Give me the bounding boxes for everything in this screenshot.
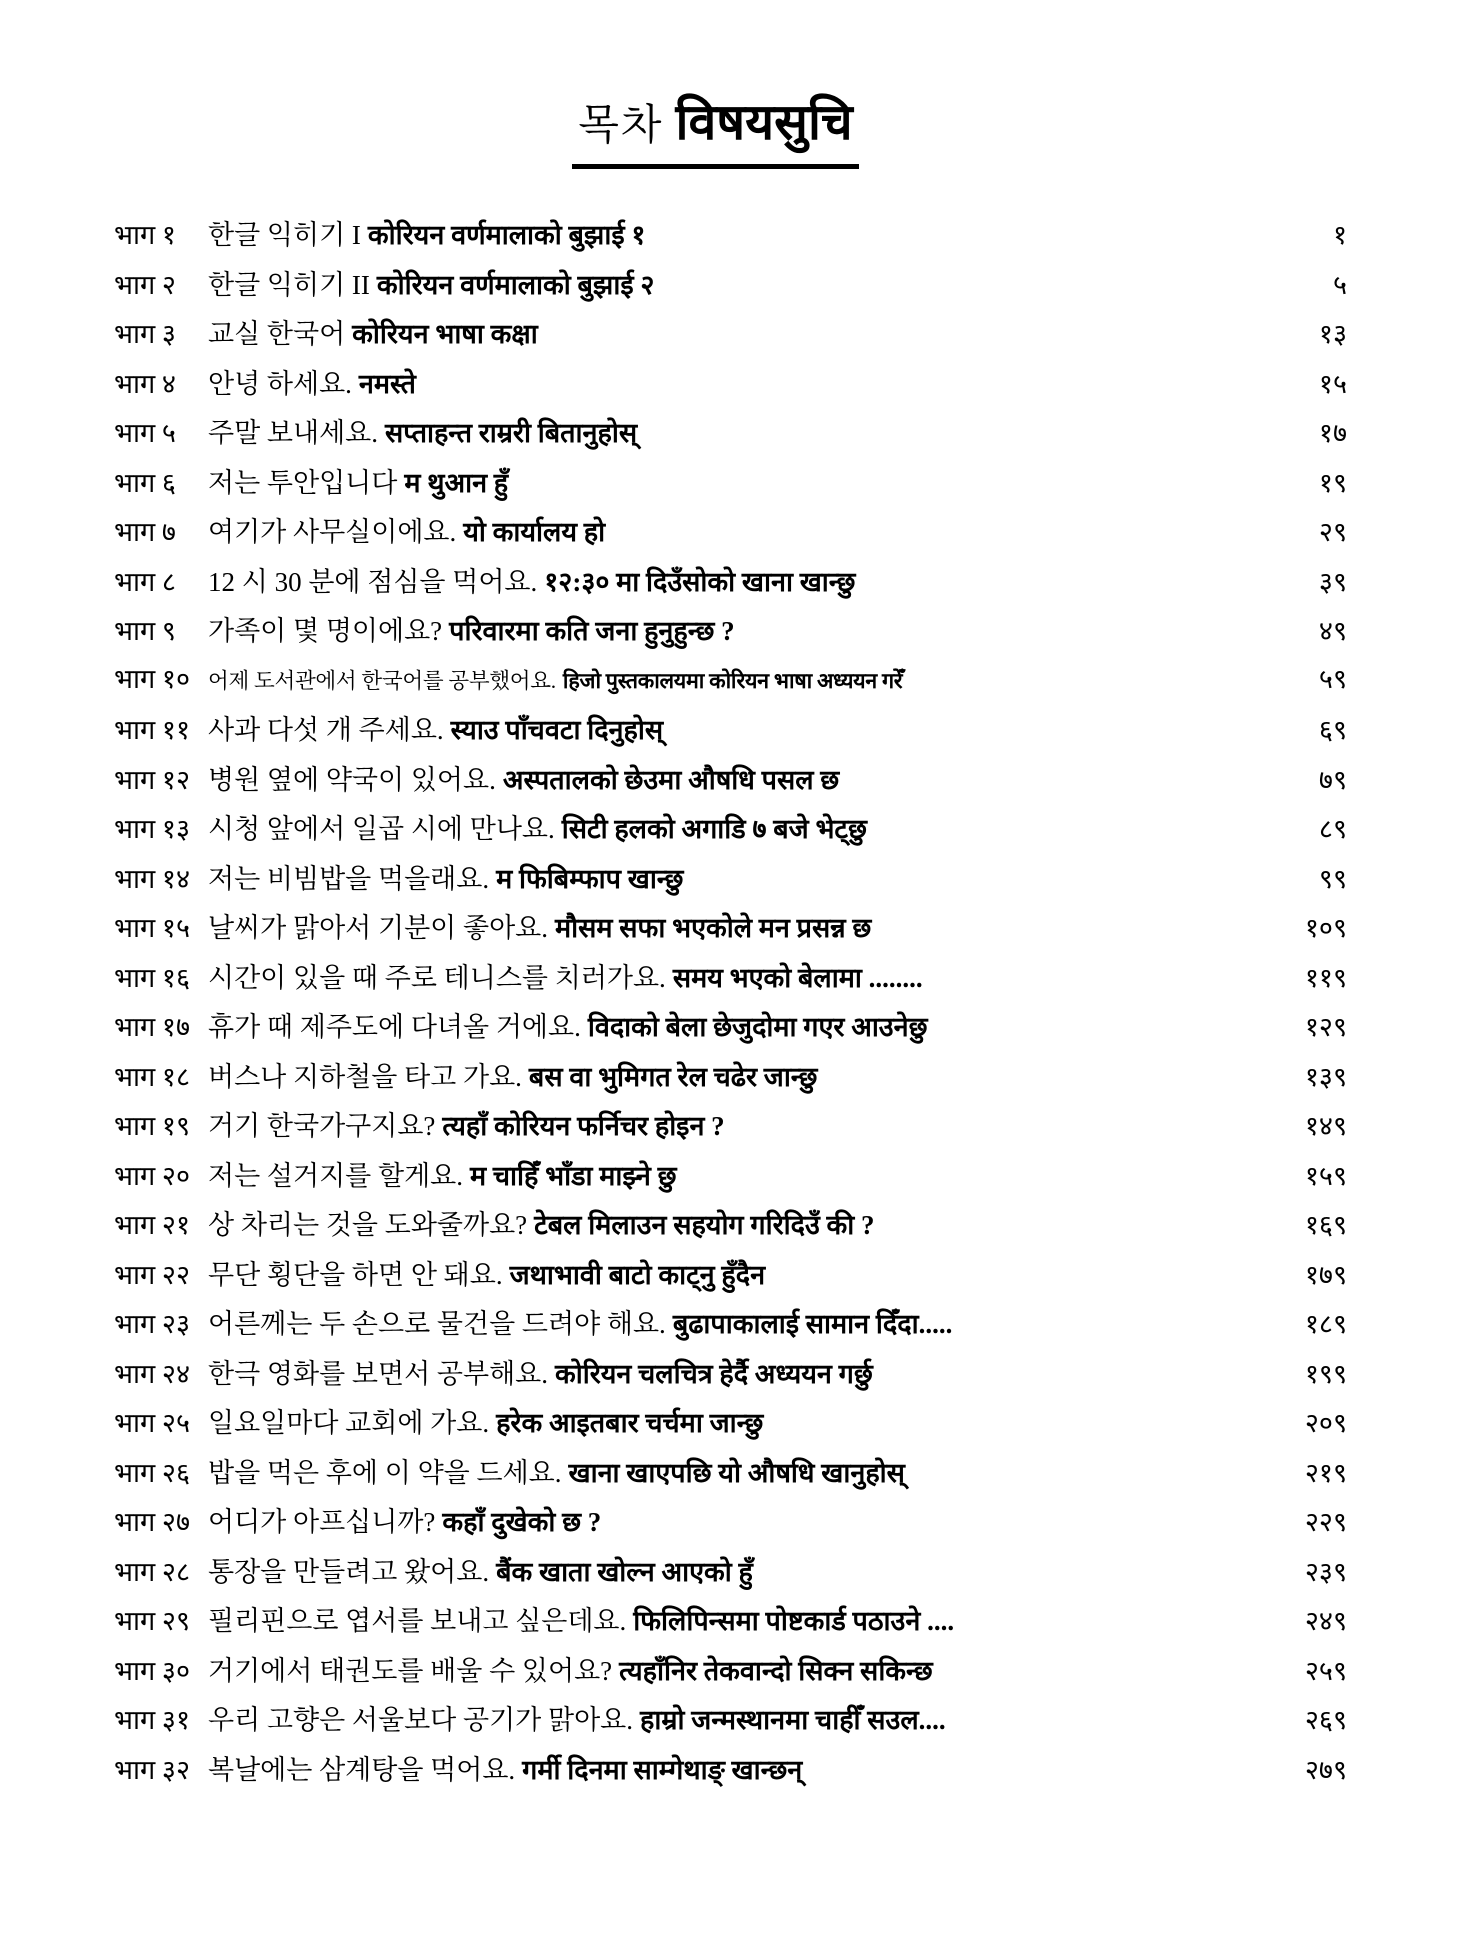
toc-entry-nepali: कोरियन भाषा कक्षा — [352, 319, 538, 349]
toc-entry-part-label: भाग २१ — [114, 1210, 191, 1240]
toc-entry-korean: 어른께는 두 손으로 물건을 드려야 해요. — [208, 1309, 666, 1339]
toc-entry-page-number: १२९ — [1304, 1012, 1347, 1042]
toc-entry-title — [208, 461, 1273, 500]
toc-entry-part-label: भाग २४ — [114, 1358, 191, 1389]
toc-entry-nepali: जथाभावी बाटो काट्नु हुँदैन — [509, 1259, 766, 1290]
toc-entry — [114, 1352, 1347, 1402]
toc-entry-title — [208, 1104, 1273, 1143]
toc-entry-page-number: ११९ — [1304, 962, 1347, 993]
toc-entry-nepali: म थुआन हुँ — [404, 467, 509, 498]
toc-entry-korean: 필리핀으로 엽서를 보내고 싶은데요. — [208, 1606, 627, 1636]
toc-entry-title — [208, 758, 1273, 797]
toc-entry — [114, 213, 1347, 263]
toc-entry-title — [208, 411, 1273, 450]
toc-entry-title — [208, 906, 1273, 945]
toc-entry-title — [208, 1649, 1273, 1688]
toc-entry-page-number: २६९ — [1304, 1705, 1347, 1735]
toc-entry-title — [208, 213, 1273, 252]
toc-entry-title — [208, 560, 1273, 599]
toc-entry-title — [208, 362, 1273, 401]
toc-entry-nepali: हाम्रो जन्मस्थानमा चाहीँ सउल.... — [639, 1705, 946, 1735]
toc-entry-part-label: भाग ११ — [114, 715, 191, 745]
toc-entry-nepali: टेबल मिलाउन सहयोग गरिदिउँ की ? — [534, 1210, 875, 1240]
toc-entry-part-label: भाग १६ — [114, 962, 191, 993]
toc-entry-part-label: भाग १ — [114, 220, 176, 250]
toc-entry — [114, 857, 1347, 907]
toc-entry-title — [208, 708, 1273, 747]
toc-list — [114, 213, 1347, 1797]
toc-entry-korean: 교실 한국어 — [208, 319, 346, 349]
toc-entry-korean: 버스나 지하철을 타고 가요. — [208, 1061, 522, 1092]
toc-entry — [114, 1599, 1347, 1649]
toc-entry-page-number: १४९ — [1304, 1111, 1347, 1141]
toc-entry-nepali: त्यहाँनिर तेकवान्दो सिक्न सकिन्छ — [619, 1655, 933, 1686]
toc-entry-page-number: २४९ — [1304, 1606, 1347, 1636]
toc-entry-nepali: स्याउ पाँचवटा दिनुहोस् — [450, 715, 664, 745]
toc-entry-korean: 밥을 먹은 후에 이 약을 드세요. — [208, 1457, 562, 1488]
toc-entry-title — [208, 1352, 1273, 1391]
toc-entry-page-number: १७९ — [1304, 1259, 1347, 1290]
toc-entry-nepali: १२:३० मा दिउँसोको खाना खान्छु — [544, 566, 856, 597]
toc-entry-nepali: बैंक खाता खोल्न आएको हुँ — [496, 1556, 753, 1587]
toc-entry-title — [208, 1055, 1273, 1094]
toc-entry-page-number: १३ — [1318, 319, 1347, 349]
toc-entry-korean: 12 시 30 분에 점심을 먹어요. — [208, 566, 538, 597]
toc-entry-title — [208, 1451, 1273, 1490]
toc-entry — [114, 1302, 1347, 1352]
toc-entry-title — [208, 1599, 1273, 1638]
toc-entry-part-label: भाग ३२ — [114, 1754, 191, 1785]
toc-entry-part-label: भाग २२ — [114, 1259, 191, 1290]
toc-entry-nepali: अस्पतालको छेउमा औषधि पसल छ — [502, 764, 840, 795]
page-title — [114, 86, 1317, 169]
toc-entry-part-label: भाग १० — [114, 663, 191, 694]
toc-entry-nepali: यो कार्यालय हो — [463, 517, 606, 547]
toc-entry-nepali: त्यहाँ कोरियन फर्निचर होइन ? — [442, 1111, 725, 1141]
toc-entry — [114, 461, 1347, 511]
toc-entry-korean: 복날에는 삼계탕을 먹어요. — [208, 1754, 516, 1785]
toc-entry-page-number: १०९ — [1304, 913, 1347, 943]
toc-entry — [114, 659, 1347, 709]
toc-entry-part-label: भाग १९ — [114, 1111, 191, 1141]
toc-entry-page-number: ८९ — [1318, 814, 1347, 844]
toc-entry-nepali: म फिबिम्फाप खान्छु — [496, 863, 684, 894]
toc-entry-title — [208, 1253, 1273, 1292]
toc-entry-title — [208, 1302, 1273, 1341]
toc-entry — [114, 906, 1347, 956]
toc-entry-page-number: १९ — [1318, 467, 1347, 498]
toc-entry-page-number: २०९ — [1304, 1408, 1347, 1438]
toc-entry-nepali: हिजो पुस्तकालयमा कोरियन भाषा अध्ययन गरेँ — [562, 668, 903, 693]
toc-entry — [114, 758, 1347, 808]
toc-entry-part-label: भाग ८ — [114, 566, 176, 597]
toc-entry — [114, 609, 1347, 659]
toc-entry — [114, 1005, 1347, 1055]
toc-entry-part-label: भाग २९ — [114, 1606, 191, 1636]
toc-entry — [114, 1649, 1347, 1699]
toc-entry — [114, 411, 1347, 461]
toc-entry-part-label: भाग २८ — [114, 1556, 191, 1587]
toc-entry-korean: 안녕 하세요. — [208, 368, 352, 399]
toc-entry-title — [208, 1748, 1273, 1787]
toc-entry — [114, 1500, 1347, 1550]
toc-entry-korean: 시간이 있을 때 주로 테니스를 치러가요. — [208, 962, 666, 993]
toc-entry-title — [208, 510, 1273, 549]
toc-entry-korean: 날씨가 맑아서 기분이 좋아요. — [208, 913, 548, 943]
toc-entry-nepali: हरेक आइतबार चर्चमा जान्छु — [496, 1408, 764, 1438]
toc-entry-title — [208, 609, 1273, 648]
toc-entry-part-label: भाग ७ — [114, 517, 176, 547]
toc-entry-korean: 통장을 만들려고 왔어요. — [208, 1556, 490, 1587]
toc-entry-page-number: ५९ — [1318, 663, 1347, 694]
toc-entry-page-number: ६९ — [1318, 715, 1347, 745]
toc-entry-title — [208, 1154, 1273, 1193]
toc-entry-part-label: भाग १२ — [114, 764, 191, 795]
toc-entry — [114, 1055, 1347, 1105]
toc-entry-nepali: कोरियन वर्णमालाको बुझाई २ — [376, 269, 655, 300]
toc-entry — [114, 1154, 1347, 1204]
toc-entry-nepali: मौसम सफा भएकोले मन प्रसन्न छ — [554, 913, 872, 943]
toc-entry — [114, 807, 1347, 857]
toc-entry-part-label: भाग २५ — [114, 1408, 191, 1438]
toc-entry-page-number: २२९ — [1304, 1507, 1347, 1537]
toc-entry-part-label: भाग ६ — [114, 467, 176, 498]
toc-entry-korean: 한글 익히기 II — [208, 269, 370, 300]
toc-entry-nepali: बस वा भुमिगत रेल चढेर जान्छु — [528, 1061, 818, 1092]
toc-entry-korean: 한극 영화를 보면서 공부해요. — [208, 1358, 548, 1389]
toc-entry-page-number: १९९ — [1304, 1358, 1347, 1389]
toc-entry-page-number: २७९ — [1304, 1754, 1347, 1785]
toc-entry-korean: 여기가 사무실이에요. — [208, 517, 457, 547]
toc-entry-part-label: भाग ३१ — [114, 1705, 191, 1735]
toc-entry-title — [208, 664, 1273, 695]
toc-entry — [114, 312, 1347, 362]
toc-entry-korean: 거기 한국가구지요? — [208, 1111, 436, 1141]
toc-entry-part-label: भाग ३ — [114, 319, 176, 349]
toc-entry-korean: 휴가 때 제주도에 다녀올 거에요. — [208, 1012, 581, 1042]
toc-entry-title — [208, 1500, 1273, 1539]
toc-entry-title — [208, 1550, 1273, 1589]
toc-entry — [114, 1451, 1347, 1501]
toc-entry-page-number: १३९ — [1304, 1061, 1347, 1092]
toc-entry — [114, 560, 1347, 610]
toc-entry-page-number: ७९ — [1318, 764, 1347, 795]
toc-entry-page-number: ९९ — [1318, 863, 1347, 894]
toc-entry-title — [208, 1698, 1273, 1737]
toc-entry-nepali: समय भएको बेलामा ........ — [672, 962, 923, 993]
toc-entry — [114, 1203, 1347, 1253]
toc-entry-part-label: भाग ५ — [114, 418, 176, 448]
toc-entry-korean: 우리 고향은 서울보다 공기가 맑아요. — [208, 1705, 633, 1735]
toc-entry-korean: 상 차리는 것을 도와줄까요? — [208, 1210, 528, 1240]
toc-entry-nepali: सिटी हलको अगाडि ७ बजे भेट्छु — [561, 814, 867, 844]
toc-entry-korean: 저는 설거지를 할게요. — [208, 1160, 463, 1191]
toc-entry-page-number: ३९ — [1318, 566, 1347, 597]
toc-entry-korean: 저는 투안입니다 — [208, 467, 398, 498]
toc-entry — [114, 1550, 1347, 1600]
toc-entry-part-label: भाग २० — [114, 1160, 191, 1191]
toc-entry-page-number: ५ — [1332, 269, 1347, 300]
toc-entry — [114, 1401, 1347, 1451]
toc-entry-part-label: भाग ९ — [114, 616, 176, 646]
toc-entry-page-number: १७ — [1318, 418, 1347, 448]
toc-entry-korean: 무단 횡단을 하면 안 돼요. — [208, 1259, 503, 1290]
toc-entry-nepali: खाना खाएपछि यो औषधि खानुहोस् — [568, 1457, 905, 1488]
toc-entry-page-number: १५ — [1318, 368, 1347, 399]
toc-entry-page-number: १६९ — [1304, 1210, 1347, 1240]
toc-entry-page-number: १५९ — [1304, 1160, 1347, 1191]
toc-entry-nepali: गर्मी दिनमा साम्गेथाङ् खान्छन् — [522, 1754, 803, 1785]
toc-entry — [114, 956, 1347, 1006]
toc-entry-korean: 저는 비빔밥을 먹을래요. — [208, 863, 490, 894]
toc-entry-korean: 일요일마다 교회에 가요. — [208, 1408, 490, 1438]
toc-entry-title — [208, 807, 1273, 846]
toc-entry-part-label: भाग ३० — [114, 1655, 191, 1686]
toc-entry-nepali: कोरियन चलचित्र हेर्दै अध्ययन गर्छु — [554, 1358, 873, 1389]
toc-entry-part-label: भाग १५ — [114, 913, 191, 943]
toc-entry-korean: 가족이 몇 명이에요? — [208, 616, 443, 646]
toc-entry-page-number: १८९ — [1304, 1309, 1347, 1339]
toc-entry — [114, 1104, 1347, 1154]
toc-entry-nepali: फिलिपिन्समा पोष्टकार्ड पठाउने .... — [633, 1606, 955, 1636]
toc-entry-part-label: भाग १३ — [114, 814, 191, 844]
toc-entry-korean: 한글 익히기 I — [208, 220, 361, 250]
toc-entry — [114, 708, 1347, 758]
toc-entry — [114, 1253, 1347, 1303]
toc-entry-page-number: २५९ — [1304, 1655, 1347, 1686]
toc-entry-part-label: भाग १७ — [114, 1012, 191, 1042]
toc-entry-part-label: भाग २७ — [114, 1507, 191, 1537]
toc-entry-page-number: २३९ — [1304, 1556, 1347, 1587]
toc-entry-korean: 주말 보내세요. — [208, 418, 378, 448]
toc-entry-page-number: १ — [1332, 220, 1347, 250]
toc-entry-nepali: कहाँ दुखेको छ ? — [442, 1507, 602, 1537]
toc-entry-title — [208, 1401, 1273, 1440]
toc-entry-korean: 시청 앞에서 일곱 시에 만나요. — [208, 814, 555, 844]
toc-entry-title — [208, 312, 1273, 351]
toc-entry-title — [208, 1005, 1273, 1044]
toc-entry-title — [208, 263, 1273, 302]
page-title-text — [572, 86, 858, 169]
toc-entry-part-label: भाग २ — [114, 269, 176, 300]
title-korean: 목차 — [578, 103, 664, 149]
toc-entry-title — [208, 857, 1273, 896]
toc-entry — [114, 362, 1347, 412]
toc-entry-nepali: बुढापाकालाई सामान दिँदा..... — [672, 1309, 953, 1339]
toc-entry-page-number: २९ — [1318, 517, 1347, 547]
toc-entry-nepali: म चाहिँ भाँडा माझ्ने छु — [470, 1160, 677, 1191]
toc-entry-korean: 병원 옆에 약국이 있어요. — [208, 764, 496, 795]
toc-entry-korean: 어디가 아프십니까? — [208, 1507, 436, 1537]
toc-entry-part-label: भाग २६ — [114, 1457, 191, 1488]
toc-entry-part-label: भाग ४ — [114, 368, 176, 399]
toc-entry-korean: 어제 도서관에서 한국어를 공부했어요. — [208, 668, 556, 693]
toc-entry-nepali: परिवारमा कति जना हुनुहुन्छ ? — [449, 616, 735, 646]
title-nepali: विषयसुचि — [675, 94, 853, 150]
toc-entry-nepali: सप्ताहन्त राम्ररी बितानुहोस् — [385, 418, 638, 448]
toc-entry-part-label: भाग २३ — [114, 1309, 191, 1339]
toc-entry-part-label: भाग १८ — [114, 1061, 191, 1092]
toc-entry-nepali: विदाको बेला छेजुदोमा गएर आउनेछु — [587, 1012, 928, 1042]
toc-entry — [114, 1698, 1347, 1748]
toc-entry-title — [208, 956, 1273, 995]
toc-entry-title — [208, 1203, 1273, 1242]
toc-entry-nepali: नमस्ते — [358, 368, 416, 399]
toc-entry-page-number: ४९ — [1318, 616, 1347, 646]
toc-entry — [114, 263, 1347, 313]
toc-entry-korean: 거기에서 태권도를 배울 수 있어요? — [208, 1655, 613, 1686]
toc-entry — [114, 1748, 1347, 1798]
toc-entry-part-label: भाग १४ — [114, 863, 191, 894]
toc-entry-page-number: २१९ — [1304, 1457, 1347, 1488]
toc-entry — [114, 510, 1347, 560]
toc-entry-korean: 사과 다섯 개 주세요. — [208, 715, 444, 745]
toc-entry-nepali: कोरियन वर्णमालाको बुझाई १ — [367, 220, 646, 250]
